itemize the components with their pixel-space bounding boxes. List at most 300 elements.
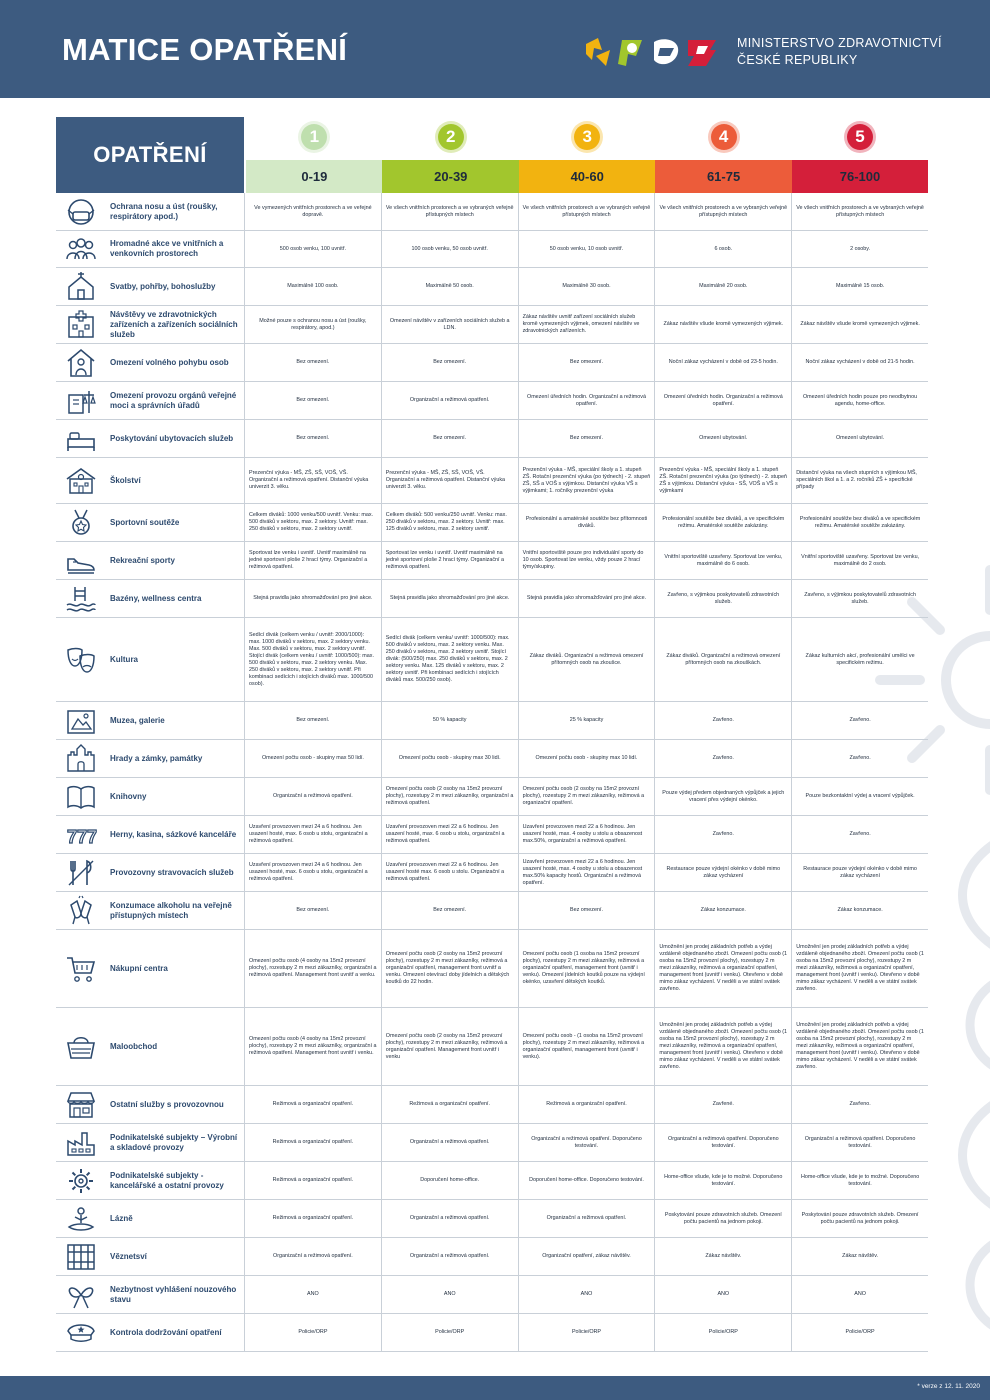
measure-value-level-4 xyxy=(654,702,791,739)
measure-value-level-2 xyxy=(381,1276,518,1313)
measure-value-text: Policie/ORP xyxy=(298,1329,328,1335)
ministry-name-line1: MINISTERSTVO ZDRAVOTNICTVÍ xyxy=(737,36,942,50)
measure-value-text: Zavřeno, s výjimkou poskytovatelů zdravotních služeb. xyxy=(804,591,916,605)
measure-value-level-2 xyxy=(381,1314,518,1351)
measure-value-text: Poskytování pouze zdravotních služeb. Omezení počtu pacientů na jednom pokoji. xyxy=(664,1211,782,1225)
measure-name: Podnikatelské subjekty – Výrobní a skladové provozy xyxy=(110,1132,238,1152)
measure-value-text: Celkem diváků: 500 venku/250 uvnitř. Venku: max. 250 diváků v sektoru, max. 2 sektory. Uvnitř: max. 125 diváků v sektoru, max. 2 sektory uvnitř. xyxy=(385,512,507,532)
table-body xyxy=(56,193,928,1352)
measure-value-level-5 xyxy=(791,458,928,503)
table-row xyxy=(56,816,928,854)
measure-value-text: Omezení úředních hodin. Organizační a režimová opatření. xyxy=(527,393,646,407)
level-number-badge: 1 xyxy=(301,124,327,150)
measure-value-text: Omezení počtu osob (4 osoby na 15m2 provozní plochy), rozestupy 2 m mezi zákazníky, organizační a režimová opatření. Management front uvnitř i venku. xyxy=(249,1036,377,1056)
measure-value-level-2 xyxy=(381,193,518,230)
table-row xyxy=(56,854,928,892)
prison-bars-icon xyxy=(56,1238,106,1275)
measure-name: Sportovní soutěže xyxy=(110,517,180,527)
measure-value-text: Organizační a režimová opatření. xyxy=(409,1215,490,1221)
measure-value-level-4 xyxy=(654,344,791,381)
slot-machine-icon xyxy=(56,816,106,853)
measure-value-text: Uzavření provozoven mezi 24 a 6 hodinou. Jen usazení hosté, max. 6 osob u stolu, organizační a režimová opatření. xyxy=(249,824,368,844)
measure-value-level-2 xyxy=(381,1086,518,1123)
measure-value-level-1 xyxy=(244,816,381,853)
measure-value-level-4 xyxy=(654,740,791,777)
measure-value-level-3 xyxy=(518,740,655,777)
spa-icon xyxy=(56,1200,106,1237)
measure-value-text: Organizační a režimová opatření. Doporučeno testování. xyxy=(531,1135,642,1149)
measure-value-level-2 xyxy=(381,382,518,419)
measure-name: Poskytování ubytovacích služeb xyxy=(110,433,234,443)
measure-value-text: Sedící divák (celkem venku / uvnitř: 2000/1000): max. 1000 diváků v sektoru, max. 2 sektory venku. Max. 500 diváků v sektoru, max. 2 sektory uvnitř. Stojící divák (celkem venku / uvnitř: 1000/500): max. 500 diváků v sektoru, max. 2 sektory venku. Max. 250 diváků v sektoru, max. 2 sektory uvnitř. Při kombinaci sedících i stojících diváků max. 1000/500 osob). xyxy=(249,631,374,687)
measure-name: Bazény, wellness centra xyxy=(110,593,202,603)
museum-icon xyxy=(56,702,106,739)
measure-value-text: Home-office všude, kde je to možné. Doporučeno testování. xyxy=(800,1173,920,1187)
measure-value-level-3 xyxy=(518,1008,655,1085)
chapel-icon xyxy=(56,268,106,305)
measure-value-text: Profesionální soutěže bez diváků a ve specifickém režimu. Amatérské soutěže zakázány. xyxy=(799,515,921,529)
measure-value-text: Omezení počtu osob - (1 osoba na 15m2 provozní plochy), rozestupy 2 m mezi zákazníky, režimová a organizační opatření, management front (uvnitř i venku). xyxy=(522,1032,645,1060)
measure-value-text: 50 % kapacity xyxy=(432,717,467,723)
measure-value-level-2 xyxy=(381,268,518,305)
measure-name: Lázně xyxy=(110,1213,133,1223)
measure-value-text: Zavřeno. xyxy=(849,717,871,723)
measure-value-level-5 xyxy=(791,1238,928,1275)
measure-value-level-3 xyxy=(518,458,655,503)
house-person-icon xyxy=(56,344,106,381)
measure-value-level-3 xyxy=(518,382,655,419)
measure-value-text: Maximálně 100 osob. xyxy=(287,283,339,289)
measure-value-text: Profesionální soutěže bez diváků, a ve specifickém režimu. Amatérské soutěže zakázány. xyxy=(662,515,785,529)
measure-value-text: Omezení počtu osob (2 osoby na 15m2 provozní plochy), rozestupy 2 m mezi zákazníky, organizační a režimová opatření. xyxy=(385,786,514,806)
medal-icon xyxy=(56,504,106,541)
page-title: MATICE OPATŘENÍ xyxy=(62,32,348,67)
measure-value-level-4 xyxy=(654,458,791,503)
measure-value-text: 25 % kapacity xyxy=(569,717,604,723)
measure-value-text: Restaurace pouze výdejní okénko v době mimo zákaz vycházení xyxy=(666,865,781,879)
measure-value-text: Omezení ubytování. xyxy=(835,435,885,441)
measure-name: Ochrana nosu a úst (roušky, respirátory apod.) xyxy=(110,201,218,221)
measure-value-level-5 xyxy=(791,854,928,891)
measure-value-level-3 xyxy=(518,702,655,739)
measure-value-level-5 xyxy=(791,193,928,230)
measure-value-level-4 xyxy=(654,1086,791,1123)
measure-value-level-1 xyxy=(244,580,381,617)
measure-value-level-5 xyxy=(791,930,928,1007)
measure-name: Rekreační sporty xyxy=(110,555,175,565)
measure-value-text: Prezenční výuka - MŠ, ZŠ, SŠ, VOŠ, VŠ. Organizační a režimová opatření. Distanční výuka univerzit 3. věku. xyxy=(249,470,369,490)
measure-value-text: Omezení počtu osob (4 osoby na 15m2 provozní plochy), rozestupy 2 m mezi zákazníky, organizační a režimová opatření. Management front uvnitř a venku. xyxy=(249,958,377,978)
table-row xyxy=(56,1200,928,1238)
measure-value-level-4 xyxy=(654,778,791,815)
measure-value-text: Maximálně 20 osob. xyxy=(699,283,748,289)
measure-value-level-5 xyxy=(791,1008,928,1085)
sneaker-icon xyxy=(56,542,106,579)
measure-value-level-4 xyxy=(654,306,791,343)
measure-name: Konzumace alkoholu na veřejně přístupných místech xyxy=(110,900,232,920)
measure-value-level-2 xyxy=(381,1008,518,1085)
school-icon xyxy=(56,458,106,503)
measure-value-text: ANO xyxy=(717,1291,730,1297)
measure-value-level-4 xyxy=(654,542,791,579)
measure-value-text: Home-office všude, kde je to možné. Doporučeno testování. xyxy=(664,1173,783,1187)
level-column-2 xyxy=(382,117,519,193)
measure-value-level-5 xyxy=(791,306,928,343)
measure-value-text: Zákaz návštěv. xyxy=(842,1253,879,1259)
level-column-3 xyxy=(519,117,656,193)
measure-name: Nákupní centra xyxy=(110,963,168,973)
measure-value-level-5 xyxy=(791,231,928,267)
table-row xyxy=(56,382,928,420)
measure-value-text: Zavřeno. xyxy=(712,755,734,761)
measure-value-text: Zákaz konzumace. xyxy=(700,907,746,913)
table-row xyxy=(56,930,928,1008)
measure-value-level-5 xyxy=(791,740,928,777)
measure-value-text: Ve všech vnitřních prostorech a ve vybraných veřejně přístupných místech xyxy=(385,204,514,218)
measure-value-level-4 xyxy=(654,382,791,419)
measure-value-text: Omezení počtu osob (2 osoby na 15m2 provozní plochy), rozestupy 2 m mezi zákazníky, režimová a organizační opatření. xyxy=(522,786,645,806)
measure-value-level-5 xyxy=(791,420,928,457)
measure-value-text: Zavřeno. xyxy=(849,755,871,761)
measure-value-text: Zavřeno. xyxy=(849,1101,871,1107)
table-row xyxy=(56,1276,928,1314)
measure-name: Hrady a zámky, památky xyxy=(110,753,203,763)
table-row xyxy=(56,618,928,702)
measure-value-level-1 xyxy=(244,231,381,267)
table-row xyxy=(56,1124,928,1162)
measure-value-text: Uzavření provozoven mezi 22 a 6 hodinou. Jen usazení hosté, max. 6 osob u stolu, organizační a režimová opatření. xyxy=(385,824,505,844)
table-row xyxy=(56,580,928,618)
measure-value-text: Ve vymezených vnitřních prostorech a ve veřejné dopravě. xyxy=(254,204,372,218)
table-row xyxy=(56,1086,928,1124)
measure-value-text: ANO xyxy=(307,1291,319,1297)
measure-value-text: Omezení ubytování. xyxy=(699,435,748,441)
measure-value-text: Zavřeno. xyxy=(849,831,871,837)
measure-value-text: 6 osob. xyxy=(714,245,733,252)
measure-value-level-2 xyxy=(381,458,518,503)
measure-value-level-3 xyxy=(518,778,655,815)
measure-value-text: 100 osob venku, 50 osob uvnitř. xyxy=(411,245,488,252)
measure-value-text: Restaurace pouze výdejní okénko v době mimo zákaz vycházení xyxy=(803,865,917,879)
table-row xyxy=(56,458,928,504)
measure-value-level-1 xyxy=(244,458,381,503)
measure-name: Provozovny stravovacích služeb xyxy=(110,867,234,877)
measure-value-text: Omezení úředních hodin pouze pro neodbytnou agendu, home-office. xyxy=(802,393,918,407)
measure-value-text: Organizační a režimová opatření. Doporučeno testování. xyxy=(668,1135,779,1149)
measure-value-level-1 xyxy=(244,344,381,381)
toast-icon xyxy=(56,892,106,929)
measure-value-text: Policie/ORP xyxy=(571,1329,602,1335)
measures-table xyxy=(56,117,928,1352)
measure-value-text: Pouze výdej předem objednaných výpůjček a jejich vracení přes výdejní okénko. xyxy=(662,789,785,803)
measure-value-level-5 xyxy=(791,1162,928,1199)
measure-value-text: Distanční výuka na všech stupních s výjimkou MŠ, speciálních škol a 1. a 2. ročníků ZŠ + specifické případy xyxy=(796,470,917,490)
swirl-decoration-icon xyxy=(930,830,990,1350)
measure-value-text: Zákaz návštěv uvnitř zařízení sociálních služeb kromě vymezených výjimek, omezení návštěv ve zdravotnických zařízeních. xyxy=(522,314,640,334)
measure-value-level-5 xyxy=(791,382,928,419)
measure-value-level-1 xyxy=(244,193,381,230)
level-column-1 xyxy=(246,117,383,193)
measure-value-text: ANO xyxy=(443,1291,456,1297)
measure-value-text: Zákaz návštěv. xyxy=(705,1253,742,1259)
measure-value-text: Bez omezení. xyxy=(296,397,330,403)
measure-value-text: Zákaz diváků. Organizační a režimová omezení přítomných osob na zkoušce. xyxy=(529,652,644,666)
measure-value-text: Uzavření provozoven mezi 22 a 6 hodinou. Jen usazení hosté, max. 4 osoby u stolu a obsazenost max.50%, organizační a režimová opatření. xyxy=(522,824,643,844)
measure-value-level-5 xyxy=(791,268,928,305)
level-column-5 xyxy=(792,117,929,193)
measure-value-level-4 xyxy=(654,231,791,267)
measure-value-level-4 xyxy=(654,504,791,541)
storefront-icon xyxy=(56,1086,106,1123)
measure-value-text: Organizační a režimová opatření. xyxy=(409,1139,490,1145)
measure-value-level-3 xyxy=(518,193,655,230)
measure-value-text: Režimová a organizační opatření. xyxy=(272,1215,354,1221)
table-heading: OPATŘENÍ xyxy=(56,117,244,193)
measure-value-text: Organizační opatření, zákaz návštěv. xyxy=(542,1253,631,1259)
measure-value-text: Bez omezení. xyxy=(296,907,330,913)
measure-value-level-4 xyxy=(654,580,791,617)
measure-value-text: Omezení počtu osob (2 osoby na 15m2 provozní plochy), rozestupy 2 m mezi zákazníky, režimová a organizační opatření. Management front uvnitř i venku xyxy=(385,1032,508,1060)
measure-value-text: Zavřeno, s výjimkou poskytovatelů zdravotních služeb. xyxy=(667,591,780,605)
measure-value-text: Policie/ORP xyxy=(435,1329,465,1335)
measure-value-level-2 xyxy=(381,1238,518,1275)
measure-value-level-2 xyxy=(381,618,518,701)
table-row xyxy=(56,268,928,306)
measure-value-level-1 xyxy=(244,618,381,701)
measure-value-level-4 xyxy=(654,1008,791,1085)
measure-value-level-1 xyxy=(244,1124,381,1161)
measure-value-text: Omezení počtu osob - skupiny max 10 lidí. xyxy=(535,755,638,761)
measure-value-level-4 xyxy=(654,892,791,929)
measure-value-level-5 xyxy=(791,1086,928,1123)
measure-value-level-1 xyxy=(244,268,381,305)
measure-value-level-3 xyxy=(518,1086,655,1123)
measure-value-level-1 xyxy=(244,930,381,1007)
page-header xyxy=(0,0,990,98)
castle-icon xyxy=(56,740,106,777)
measure-value-level-5 xyxy=(791,580,928,617)
table-row xyxy=(56,702,928,740)
measure-value-level-2 xyxy=(381,892,518,929)
measure-value-text: Bez omezení. xyxy=(570,359,603,365)
office-gear-icon xyxy=(56,1162,106,1199)
measure-value-text: Policie/ORP xyxy=(708,1329,738,1335)
measure-value-text: Umožnění jen prodej základních potřeb a výdej vzdáleně objednaného zboží. Omezení počtu osob (1 osoba na 15m2 provozní plochy), rozestupy 2 m mezi zákazníky, režimová a organizační opatření, management front (uvnitř i venku). Otevřeno v době mimo zákaz vycházení. V neděli a ve státní svátek zavřeno. xyxy=(796,1022,924,1070)
measure-value-level-3 xyxy=(518,1238,655,1275)
measure-value-level-3 xyxy=(518,504,655,541)
crowd-icon xyxy=(56,231,106,267)
measure-value-text: 2 osoby. xyxy=(850,245,871,252)
measure-value-text: Bez omezení. xyxy=(433,435,467,441)
measure-value-level-1 xyxy=(244,306,381,343)
emergency-ribbon-icon xyxy=(56,1276,106,1313)
measure-value-text: Maximálně 50 osob. xyxy=(425,283,474,289)
measure-value-text: Ve všech vnitřních prostorech a ve vybraných veřejně přístupných místech xyxy=(522,204,651,218)
measure-value-level-5 xyxy=(791,892,928,929)
measure-value-level-3 xyxy=(518,930,655,1007)
measure-value-text: Vnitřní sportoviště uzavřeny. Sportovat lze venku, maximálně do 2 osob. xyxy=(801,553,920,567)
measure-value-level-4 xyxy=(654,816,791,853)
measure-value-text: Režimová a organizační opatření. xyxy=(272,1139,354,1145)
measure-value-text: Režimová a organizační opatření. xyxy=(409,1101,490,1107)
measure-value-text: Organizační a režimová opatření. xyxy=(409,1253,490,1259)
measure-value-level-3 xyxy=(518,1124,655,1161)
measure-value-level-5 xyxy=(791,702,928,739)
measure-value-level-3 xyxy=(518,306,655,343)
measure-value-level-2 xyxy=(381,816,518,853)
level-range-band: 0-19 xyxy=(246,160,383,193)
table-header xyxy=(56,117,928,193)
measure-value-level-1 xyxy=(244,504,381,541)
measure-value-level-2 xyxy=(381,306,518,343)
measure-value-text: Stejná pravidla jako shromažďování pro jiné akce. xyxy=(253,595,373,601)
measure-value-level-2 xyxy=(381,420,518,457)
measure-value-level-1 xyxy=(244,740,381,777)
table-row xyxy=(56,542,928,580)
measure-value-level-3 xyxy=(518,580,655,617)
measure-value-text: Ve všech vnitřních prostorech a ve vybraných veřejně přístupných místech xyxy=(659,204,788,218)
measure-name: Návštěvy ve zdravotnických zařízeních a zařízeních sociálních služeb xyxy=(110,309,238,339)
measure-value-text: Sportovat lze venku i uvnitř. Uvnitř maximálně na jedné sportovní ploše 2 hrací týmy. Organizační a režimová opatření. xyxy=(385,550,505,570)
level-number-badge: 4 xyxy=(711,124,737,150)
measure-value-text: Bez omezení. xyxy=(433,907,467,913)
measure-value-level-5 xyxy=(791,1314,928,1351)
measure-value-level-2 xyxy=(381,231,518,267)
measure-value-level-1 xyxy=(244,892,381,929)
measure-value-text: Celkem diváků: 1000 venku/500 uvnitř. Venku: max. 500 diváků v sektoru, max. 2 sektory. Uvnitř: max. 250 diváků v sektoru, max. 2 sektory uvnitř. xyxy=(249,512,374,532)
table-row xyxy=(56,1238,928,1276)
measure-value-text: 500 osob venku, 100 uvnitř. xyxy=(279,245,347,252)
version-note: * verze z 12. 11. 2020 xyxy=(917,1383,980,1390)
measure-value-level-3 xyxy=(518,542,655,579)
measure-name: Podnikatelské subjekty - kancelářské a ostatní provozy xyxy=(110,1170,224,1190)
measure-value-text: Uzavření provozoven mezi 22 a 6 hodinou. Jen usazení hosté, max. 4 osoby u stolu a obsazenost max.50% kapacity hostů. Organizační a režimová opatření. xyxy=(522,858,643,886)
measure-value-level-2 xyxy=(381,930,518,1007)
measure-name: Herny, kasina, sázkové kanceláře xyxy=(110,829,237,839)
measure-value-text: Bez omezení. xyxy=(296,359,330,365)
measure-value-level-1 xyxy=(244,1086,381,1123)
measure-value-text: Prezenční výuka - MŠ, speciální školy a 1. stupeň ZŠ. Rotační prezenční výuka (po týdnech) - 2. stupeň ZŠ s výjimkou. Distanční výuka - SŠ, VOŠ a VŠ s výjimkami xyxy=(659,466,788,494)
measure-value-text: Omezení návštěv v zařízeních sociálních služeb a LDN. xyxy=(389,317,510,331)
measure-value-level-3 xyxy=(518,344,655,381)
table-row xyxy=(56,344,928,382)
table-row xyxy=(56,778,928,816)
table-row xyxy=(56,504,928,542)
measure-value-level-4 xyxy=(654,268,791,305)
ministry-name-line2: ČESKÉ REPUBLIKY xyxy=(737,53,858,67)
measure-value-level-5 xyxy=(791,1124,928,1161)
measure-value-level-1 xyxy=(244,1162,381,1199)
measure-value-text: Zavřené. xyxy=(712,1101,734,1107)
measure-value-level-2 xyxy=(381,580,518,617)
theatre-masks-icon xyxy=(56,618,106,701)
level-range-band: 61-75 xyxy=(655,160,792,193)
measure-value-text: Umožnění jen prodej základních potřeb a výdej vzdáleně objednaného zboží. Omezení počtu osob (1 osoba na 15m2 provozní plochy), rozestupy 2 m mezi zákazníky, režimová a organizační opatření, management front (uvnitř i venku). Otevřeno v době mimo zákaz vycházení. V neděli a ve státní svátek zavřeno. xyxy=(659,1022,788,1070)
measure-value-text: Organizační a režimová opatření. xyxy=(409,397,490,403)
measure-value-text: Prezenční výuka - MŠ, ZŠ, SŠ, VOŠ, VŠ. Organizační a režimová opatření. Distanční výuka univerzit 3. věku. xyxy=(385,470,506,490)
measure-value-level-5 xyxy=(791,778,928,815)
measure-value-level-2 xyxy=(381,344,518,381)
measure-value-text: Sportovat lze venku i uvnitř. Uvnitř maximálně na jedné sportovní ploše 2 hrací týmy. Organizační a režimová opatření. xyxy=(249,550,368,570)
measure-value-text: Bez omezení. xyxy=(433,359,467,365)
table-row xyxy=(56,1162,928,1200)
measure-value-text: Ve všech vnitřních prostorech a ve vybraných veřejně přístupných místech xyxy=(796,204,924,218)
measure-value-level-2 xyxy=(381,504,518,541)
measure-value-text: Omezení počtu osob - skupiny max 30 lidí. xyxy=(398,755,501,761)
table-row xyxy=(56,892,928,930)
measure-value-level-3 xyxy=(518,854,655,891)
cutlery-icon xyxy=(56,854,106,891)
measure-value-text: ANO xyxy=(580,1291,593,1297)
measure-value-level-2 xyxy=(381,1124,518,1161)
measure-value-text: Zákaz kulturních akcí, profesionální umělci ve specifickém režimu. xyxy=(805,652,915,666)
measure-value-text: Pouze bezkontaktní výdej a vracení výpůjček. xyxy=(805,793,915,799)
measure-value-text: Omezení počtu osob - skupiny max 50 lidí. xyxy=(261,755,364,761)
measure-value-level-3 xyxy=(518,816,655,853)
measure-value-level-1 xyxy=(244,702,381,739)
measure-value-text: Bez omezení. xyxy=(570,907,603,913)
measure-value-level-4 xyxy=(654,420,791,457)
police-cap-icon xyxy=(56,1314,106,1351)
measure-value-text: Vnitřní sportoviště pouze pro individuální sporty do 10 osob. Sportovat lze venku, vždy pouze 2 hrací týmy/skupiny. xyxy=(522,550,644,570)
level-number-badge: 2 xyxy=(438,124,464,150)
measure-value-text: Uzavření provozoven mezi 22 a 6 hodinou. Jen usazení hosté max. 6 osob u stolu. Organizační a režimová opatření. xyxy=(385,862,505,882)
measure-value-level-5 xyxy=(791,1276,928,1313)
measure-value-text: Maximálně 30 osob. xyxy=(562,283,611,289)
table-row xyxy=(56,1008,928,1086)
table-row xyxy=(56,306,928,344)
level-range-band: 76-100 xyxy=(792,160,929,193)
measure-value-text: 50 osob venku, 10 osob uvnitř. xyxy=(549,245,624,252)
measure-value-text: Bez omezení. xyxy=(296,717,330,723)
measure-value-level-2 xyxy=(381,702,518,739)
measure-value-text: Sedící divák (celkem venku/ uvnitř: 1000/500): max. 500 diváků v sektoru, max. 2 sektory venku. Max. 250 diváků v sektoru, max. 2 sektory uvnitř. Stojící divák: (500/250) max. 250 diváků v sektoru, max. 2 sektory venku. Max. 125 diváků v sektoru, max. 2 sektory uvnitř. Při kombinaci sedících i stojících diváků max. 500/250 osob). xyxy=(385,635,510,683)
measure-value-level-1 xyxy=(244,1200,381,1237)
measure-value-text: Organizační a režimová opatření. xyxy=(546,1215,627,1221)
measure-value-text: Vnitřní sportoviště uzavřeny. Sportovat lze venku, maximálně do 6 osob. xyxy=(664,553,783,567)
measure-name: Muzea, galerie xyxy=(110,715,165,725)
measure-value-level-1 xyxy=(244,1276,381,1313)
measure-value-text: Omezení počtu osob (2 osoby na 15m2 provozní plochy), rozestupy 2 m mezi zákazníky, režimová a organizační opatření, management front uvnitř a venku. Omezení otevírací doby jídelních a dětských koutků do 22 hodin. xyxy=(385,951,510,985)
measure-value-text: Režimová a organizační opatření. xyxy=(272,1101,354,1107)
level-number-badge: 5 xyxy=(847,124,873,150)
measure-value-text: Bez omezení. xyxy=(296,435,330,441)
level-number-badge: 3 xyxy=(574,124,600,150)
measure-value-text: Bez omezení. xyxy=(570,435,603,441)
measure-value-level-5 xyxy=(791,618,928,701)
measure-value-level-3 xyxy=(518,420,655,457)
office-scales-icon xyxy=(56,382,106,419)
measure-value-level-3 xyxy=(518,1276,655,1313)
measure-value-text: Organizační a režimová opatření. Doporučeno testování. xyxy=(804,1135,916,1149)
table-row xyxy=(56,193,928,231)
table-row xyxy=(56,420,928,458)
measure-value-level-1 xyxy=(244,382,381,419)
bed-icon xyxy=(56,420,106,457)
measure-value-level-3 xyxy=(518,1200,655,1237)
measure-value-level-5 xyxy=(791,344,928,381)
measure-value-text: Možné pouze s ochranou nosu a úst (roušky, respirátory, apod.) xyxy=(259,317,367,331)
measure-value-level-2 xyxy=(381,740,518,777)
measure-value-text: Maximálně 15 osob. xyxy=(835,283,885,289)
measure-value-level-3 xyxy=(518,1314,655,1351)
measure-value-text: Uzavření provozoven mezi 24 a 6 hodinou. Jen usazení hosté, max. 6 osob u stolu, organizační a režimová opatření. xyxy=(249,862,368,882)
measure-value-level-5 xyxy=(791,504,928,541)
measure-name: Věznetsví xyxy=(110,1251,147,1261)
measure-value-level-4 xyxy=(654,1162,791,1199)
measure-value-level-3 xyxy=(518,268,655,305)
pool-icon xyxy=(56,580,106,617)
